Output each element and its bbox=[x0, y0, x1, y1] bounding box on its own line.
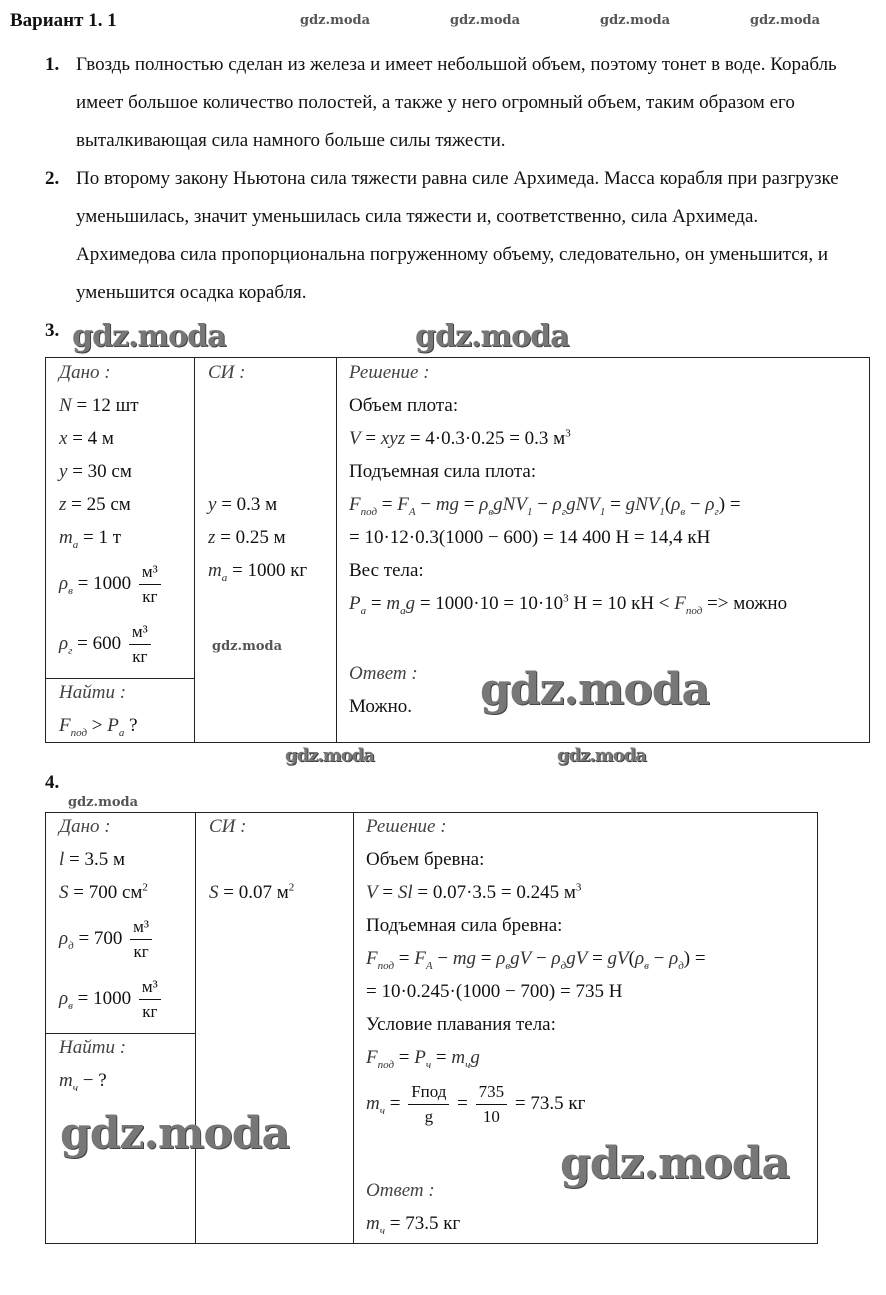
si-list bbox=[208, 389, 307, 587]
solution-header: Решение : bbox=[349, 362, 430, 383]
text-segment: = bbox=[366, 593, 387, 614]
item-number: 1. bbox=[45, 54, 60, 75]
text-segment: = bbox=[476, 948, 497, 969]
variable: F bbox=[59, 715, 71, 736]
subscript: а bbox=[72, 538, 79, 551]
subscript: в bbox=[488, 505, 494, 518]
formula-line bbox=[349, 554, 424, 587]
text-segment: = 1000·10 = 10·10 bbox=[415, 593, 564, 614]
watermark: gdz.moda bbox=[285, 745, 374, 766]
variable: V bbox=[349, 428, 361, 449]
text-segment: ) = bbox=[683, 948, 706, 969]
text-segment: > bbox=[87, 715, 108, 736]
text-segment: = 3.5 м bbox=[64, 849, 126, 870]
subscript: в bbox=[644, 959, 649, 972]
subscript: ч bbox=[379, 1224, 385, 1237]
text-segment: Вес тела: bbox=[349, 560, 424, 581]
text-segment: = bbox=[452, 1093, 473, 1114]
variable: m bbox=[208, 560, 222, 581]
watermark: gdz.moda bbox=[750, 13, 821, 28]
solution-list bbox=[366, 843, 706, 1134]
subscript: г bbox=[68, 644, 73, 657]
text-segment: = 0.07 м bbox=[218, 882, 289, 903]
variable: ρ bbox=[59, 988, 69, 1009]
superscript: 2 bbox=[288, 881, 295, 894]
subscript: A bbox=[408, 505, 416, 518]
text-segment: = 1000 bbox=[72, 988, 136, 1009]
given-header: Дано : bbox=[59, 362, 111, 383]
text-segment: = 0.07·3.5 = 0.245 м bbox=[412, 882, 576, 903]
text-segment: = 73.5 кг bbox=[510, 1093, 586, 1114]
formula-line bbox=[349, 455, 536, 488]
text-segment: − bbox=[531, 948, 552, 969]
answer-item-1 bbox=[45, 46, 857, 160]
watermark: gdz.moda bbox=[480, 664, 710, 715]
formula-line bbox=[59, 1064, 107, 1097]
si-header: СИ : bbox=[209, 816, 247, 837]
formula-line bbox=[366, 1041, 480, 1074]
subscript: в bbox=[505, 959, 511, 972]
fraction bbox=[130, 915, 152, 964]
variable: ρ bbox=[496, 948, 506, 969]
variable: l bbox=[59, 849, 65, 870]
variable: x bbox=[59, 428, 68, 449]
variable: xyz bbox=[380, 428, 406, 449]
column-divider bbox=[194, 358, 195, 742]
numerator: м³ bbox=[129, 620, 151, 645]
column-divider bbox=[195, 813, 196, 1243]
watermark: gdz.moda bbox=[557, 745, 646, 766]
task-4-label: 4. bbox=[45, 772, 60, 793]
text-segment: = bbox=[377, 494, 398, 515]
formula-line bbox=[366, 909, 562, 942]
variable: gV bbox=[566, 948, 588, 969]
variable: N bbox=[59, 395, 72, 416]
text-segment: − bbox=[648, 948, 670, 969]
variable: z bbox=[208, 527, 216, 548]
variable: m bbox=[366, 1093, 380, 1114]
subscript: в bbox=[68, 999, 73, 1012]
text-segment: = bbox=[394, 948, 415, 969]
formula-line bbox=[59, 455, 132, 488]
find-list bbox=[59, 709, 138, 742]
given-list bbox=[59, 389, 164, 674]
variable: F bbox=[414, 948, 426, 969]
formula-line bbox=[208, 488, 277, 521]
watermark: gdz.moda bbox=[450, 13, 521, 28]
subscript: A bbox=[425, 959, 433, 972]
formula-line bbox=[349, 389, 458, 422]
si-list bbox=[209, 843, 294, 909]
watermark: gdz.moda bbox=[212, 639, 283, 654]
subscript: в bbox=[680, 505, 686, 518]
variable: m bbox=[59, 1070, 73, 1091]
watermark: gdz.moda bbox=[300, 13, 371, 28]
text-segment: − ? bbox=[77, 1070, 107, 1091]
si-column bbox=[208, 356, 307, 587]
formula-line bbox=[349, 587, 787, 620]
formula-line bbox=[59, 389, 139, 422]
subscript: под bbox=[685, 604, 703, 617]
subscript: д bbox=[678, 959, 684, 972]
text-segment: Условие плавания тела: bbox=[366, 1014, 556, 1035]
formula-line bbox=[208, 554, 307, 587]
variable: m bbox=[386, 593, 401, 614]
variable: m bbox=[59, 527, 73, 548]
formula-line bbox=[366, 843, 484, 876]
text-segment: = 73.5 кг bbox=[384, 1213, 461, 1234]
variable: P bbox=[107, 715, 119, 736]
text-segment: = bbox=[587, 948, 608, 969]
formula-line bbox=[59, 422, 114, 455]
formula-line bbox=[366, 1008, 556, 1041]
given-list bbox=[59, 843, 164, 1029]
text-segment: − bbox=[685, 494, 706, 515]
formula-line bbox=[59, 969, 164, 1029]
text-segment: ( bbox=[628, 948, 635, 969]
text-segment: Объем плота: bbox=[349, 395, 459, 416]
formula-line bbox=[366, 975, 622, 1008]
variable: F bbox=[366, 1047, 378, 1068]
text-segment: = 4 м bbox=[67, 428, 114, 449]
subscript: ч bbox=[72, 1081, 78, 1094]
text-segment: = bbox=[431, 1047, 452, 1068]
variable: ρ bbox=[59, 573, 69, 594]
fraction bbox=[408, 1080, 449, 1129]
superscript: 3 bbox=[575, 881, 582, 894]
find-header: Найти : bbox=[59, 1037, 127, 1058]
text-segment: = 12 шт bbox=[71, 395, 139, 416]
subscript: ч bbox=[379, 1104, 385, 1117]
text-segment: Подъемная сила бревна: bbox=[366, 915, 563, 936]
text-segment: = 0.3 м bbox=[216, 494, 278, 515]
variable: ρ bbox=[479, 494, 489, 515]
superscript: 2 bbox=[142, 881, 148, 894]
formula-line bbox=[59, 876, 148, 909]
variable: gV bbox=[607, 948, 629, 969]
variable: ρ bbox=[552, 494, 562, 515]
variable: ρ bbox=[59, 928, 69, 949]
denominator: кг bbox=[142, 1002, 158, 1022]
subscript: под bbox=[377, 959, 395, 972]
text-segment: ? bbox=[124, 715, 138, 736]
formula-line bbox=[59, 709, 138, 742]
item-text: Гвоздь полностью сделан из железа и имеет небольшой объем, поэтому тонет в воде. Корабль имеет большое количество полостей, а также у него огромный объем, таким образом его выталкивающая сила намного больше силы тяжести. bbox=[76, 54, 837, 151]
subscript: а bbox=[118, 726, 125, 739]
text-segment: = bbox=[605, 494, 626, 515]
task-3-label: 3. bbox=[45, 320, 60, 341]
watermark: gdz.moda bbox=[415, 319, 569, 354]
text-segment: − bbox=[432, 948, 453, 969]
numerator: Fпод bbox=[408, 1080, 449, 1105]
variable: F bbox=[397, 494, 409, 515]
fraction bbox=[476, 1080, 508, 1129]
formula-line bbox=[349, 422, 571, 455]
text-segment: = 1000 кг bbox=[227, 560, 308, 581]
subscript: под bbox=[377, 1058, 395, 1071]
subscript: в bbox=[68, 584, 73, 597]
formula-line bbox=[208, 521, 286, 554]
subscript: а bbox=[221, 571, 228, 584]
find-column bbox=[59, 676, 138, 742]
variable: V bbox=[366, 882, 378, 903]
text-segment: − bbox=[415, 494, 436, 515]
solution-list bbox=[349, 389, 787, 620]
subscript: 1 bbox=[599, 505, 606, 518]
fraction bbox=[129, 620, 151, 669]
column-divider bbox=[336, 358, 337, 742]
subscript: ч bbox=[465, 1058, 471, 1071]
given-column bbox=[59, 810, 164, 1029]
formula-line bbox=[59, 521, 121, 554]
text-segment: = 10·12·0.3(1000 − 600) = 14 400 Н = 14,4 кН bbox=[349, 527, 711, 548]
variable: m bbox=[451, 1047, 466, 1068]
variable: g bbox=[470, 1047, 480, 1068]
subscript: г bbox=[561, 505, 567, 518]
si-column bbox=[209, 810, 294, 909]
variable: F bbox=[366, 948, 378, 969]
denominator: кг bbox=[132, 647, 148, 667]
formula-line bbox=[366, 1207, 460, 1240]
variable: gV bbox=[510, 948, 532, 969]
watermark: gdz.moda bbox=[560, 1138, 790, 1189]
text-segment: Объем бревна: bbox=[366, 849, 485, 870]
variable: ρ bbox=[671, 494, 681, 515]
formula-line bbox=[349, 488, 741, 521]
task-3-table bbox=[45, 357, 870, 743]
given-column bbox=[59, 356, 164, 674]
solution-header: Решение : bbox=[366, 816, 447, 837]
variable: ρ bbox=[669, 948, 679, 969]
watermark: gdz.moda bbox=[68, 795, 139, 810]
formula-line bbox=[59, 554, 164, 614]
variable: F bbox=[674, 593, 686, 614]
text-segment: = 600 bbox=[72, 633, 126, 654]
variable: gNV bbox=[566, 494, 600, 515]
answer-header: Ответ : bbox=[349, 663, 418, 684]
variable: z bbox=[59, 494, 67, 515]
subscript: а bbox=[400, 604, 406, 617]
fraction bbox=[139, 560, 161, 609]
variable: mg bbox=[435, 494, 460, 515]
subscript: под bbox=[360, 505, 378, 518]
item-number: 2. bbox=[45, 168, 60, 189]
answer-header: Ответ : bbox=[366, 1180, 435, 1201]
text-segment: => можно bbox=[702, 593, 788, 614]
text-segment: = 25 см bbox=[66, 494, 131, 515]
variable: ρ bbox=[634, 948, 645, 969]
text-segment: − bbox=[532, 494, 553, 515]
formula-line bbox=[59, 488, 131, 521]
superscript: 3 bbox=[565, 427, 571, 440]
answer-value bbox=[366, 1207, 706, 1240]
formula-line bbox=[59, 843, 125, 876]
find-header: Найти : bbox=[59, 682, 127, 703]
formula-line bbox=[59, 909, 155, 969]
answer-value: Можно. bbox=[349, 696, 412, 717]
variable: F bbox=[349, 494, 361, 515]
watermark: gdz.moda bbox=[60, 1108, 290, 1159]
text-segment: = bbox=[459, 494, 480, 515]
text-segment: = bbox=[360, 428, 381, 449]
watermark: gdz.moda bbox=[72, 319, 226, 354]
numerator: м³ bbox=[139, 560, 161, 585]
column-divider bbox=[353, 813, 354, 1243]
variable: gNV bbox=[493, 494, 527, 515]
subscript: а bbox=[360, 604, 367, 617]
text-segment: ( bbox=[664, 494, 672, 515]
text-segment: = 1000 bbox=[72, 573, 136, 594]
variable: gNV bbox=[625, 494, 660, 515]
variable: P bbox=[414, 1047, 426, 1068]
variable: y bbox=[208, 494, 217, 515]
text-segment: = 0.25 м bbox=[215, 527, 286, 548]
formula-line bbox=[366, 876, 581, 909]
variable: S bbox=[59, 882, 69, 903]
text-segment: = bbox=[377, 882, 398, 903]
numerator: м³ bbox=[130, 915, 152, 940]
text-segment: = 10·0.245·(1000 − 700) = 735 Н bbox=[366, 981, 623, 1002]
si-header: СИ : bbox=[208, 362, 246, 383]
formula-line bbox=[366, 1074, 585, 1134]
denominator: кг bbox=[142, 587, 158, 607]
find-list bbox=[59, 1064, 126, 1097]
subscript: 1 bbox=[659, 505, 665, 518]
formula-line bbox=[349, 521, 710, 554]
fraction bbox=[139, 975, 161, 1024]
variable: ρ bbox=[705, 494, 715, 515]
text-segment: = 700 bbox=[73, 928, 128, 949]
variable: Sl bbox=[397, 882, 413, 903]
text-segment: Н = 10 кН < bbox=[568, 593, 675, 614]
text-segment: = bbox=[394, 1047, 415, 1068]
answer-items bbox=[45, 46, 857, 312]
denominator: 10 bbox=[482, 1107, 500, 1127]
text-segment: = 700 см bbox=[68, 882, 143, 903]
answer-item-2 bbox=[45, 160, 857, 312]
variable: m bbox=[366, 1213, 380, 1234]
variable: ρ bbox=[59, 633, 69, 654]
text-segment: Подъемная сила плота: bbox=[349, 461, 537, 482]
variable: S bbox=[209, 882, 219, 903]
subscript: д bbox=[68, 939, 74, 952]
subscript: г bbox=[714, 505, 719, 518]
subscript: 1 bbox=[526, 505, 533, 518]
denominator: g bbox=[424, 1107, 434, 1127]
variable: ρ bbox=[551, 948, 561, 969]
numerator: 735 bbox=[476, 1080, 508, 1105]
formula-line bbox=[366, 942, 706, 975]
item-text: По второму закону Ньютона сила тяжести равна силе Архимеда. Масса корабля при разгрузке уменьшилась, значит уменьшилась сила тяжести и, соответственно, сила Архимеда. Архимедова сила пропорциональна погруженному объему, следовательно, он уменьшится, и уменьшится осадка корабля. bbox=[76, 168, 839, 303]
text-segment: = 30 см bbox=[67, 461, 132, 482]
variable: mg bbox=[452, 948, 477, 969]
text-segment: ) = bbox=[718, 494, 741, 515]
denominator: кг bbox=[133, 942, 149, 962]
variant-title: Вариант 1. 1 bbox=[10, 10, 117, 31]
variable: P bbox=[349, 593, 361, 614]
superscript: 3 bbox=[563, 592, 569, 605]
formula-line bbox=[209, 876, 294, 909]
subscript: под bbox=[70, 726, 88, 739]
text-segment: = 1 т bbox=[78, 527, 122, 548]
watermark: gdz.moda bbox=[600, 13, 671, 28]
formula-line bbox=[59, 614, 154, 674]
variable: y bbox=[59, 461, 68, 482]
numerator: м³ bbox=[139, 975, 161, 1000]
given-header: Дано : bbox=[59, 816, 111, 837]
find-column bbox=[59, 1031, 126, 1097]
variable: g bbox=[405, 593, 416, 614]
text-segment: = bbox=[384, 1093, 406, 1114]
subscript: д bbox=[560, 959, 567, 972]
subscript: ч bbox=[425, 1058, 432, 1071]
text-segment: = 4·0.3·0.25 = 0.3 м bbox=[405, 428, 566, 449]
